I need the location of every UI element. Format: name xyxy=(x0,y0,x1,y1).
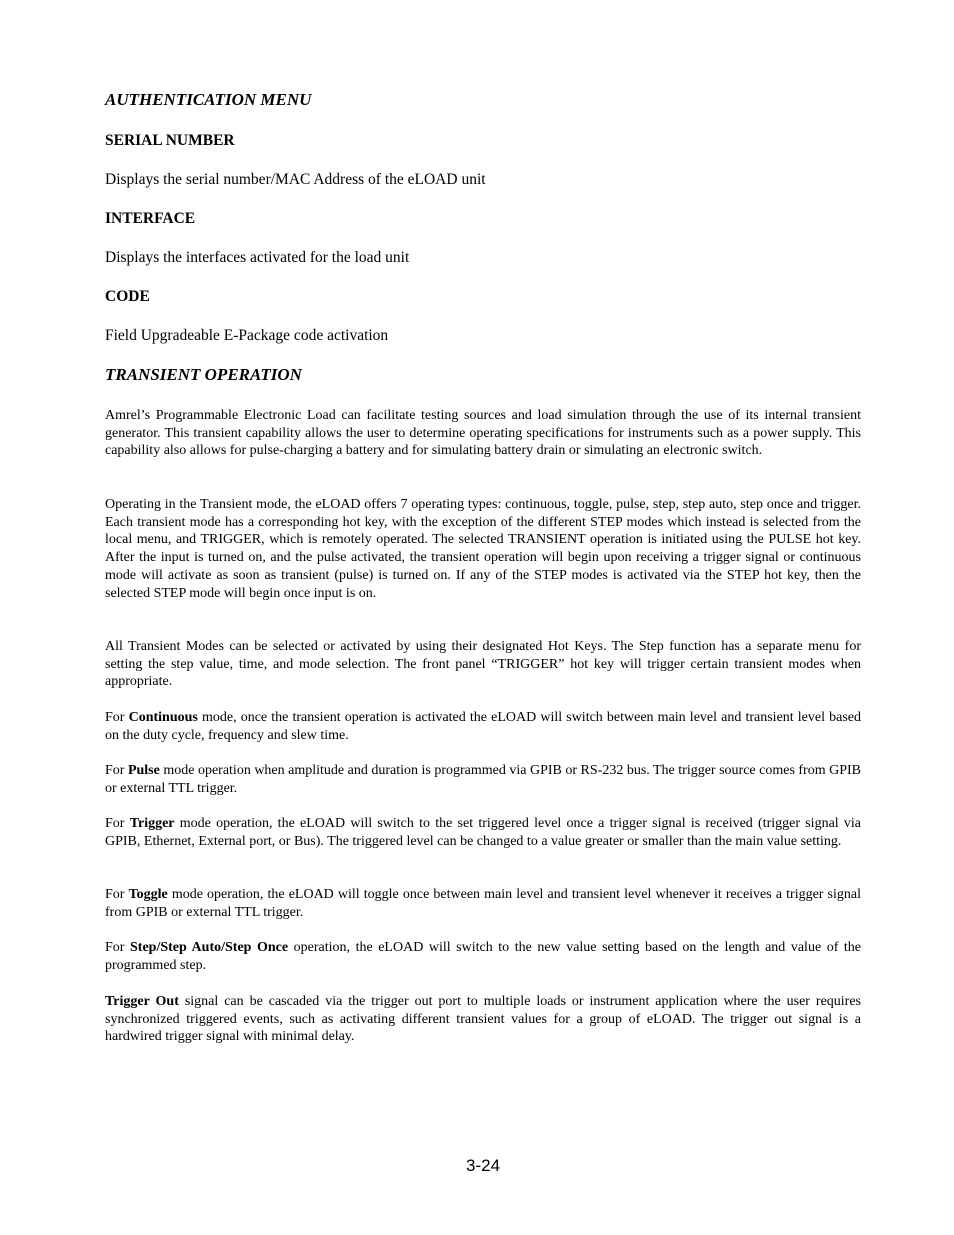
continuous-term: Continuous xyxy=(128,710,198,725)
trigger-prefix: For xyxy=(105,816,130,831)
section-title-authentication-menu: AUTHENTICATION MENU xyxy=(105,90,312,109)
pulse-description: mode operation when amplitude and duration is programmed via GPIB or RS-232 bus. The trigger source comes from GPIB or external TTL trigger. xyxy=(105,763,862,796)
step-prefix: For xyxy=(105,940,130,955)
heading-serial-number: SERIAL NUMBER xyxy=(105,132,235,149)
paragraph-toggle-mode xyxy=(105,886,861,921)
page-number: 3-24 xyxy=(466,1156,501,1175)
step-term: Step/Step Auto/Step Once xyxy=(130,940,289,955)
section-title-transient-operation: TRANSIENT OPERATION xyxy=(105,365,302,384)
paragraph-trigger-out xyxy=(105,993,861,1046)
continuous-prefix: For xyxy=(105,710,129,725)
serial-number-description: Displays the serial number/MAC Address of the eLOAD unit xyxy=(105,171,486,188)
step-description: operation, the eLOAD will switch to the new value setting based on the length and value of the programmed step. xyxy=(105,940,862,973)
continuous-description: mode, once the transient operation is activated the eLOAD will switch between main level and transient level based on the duty cycle, frequency and slew time. xyxy=(105,710,861,743)
toggle-description: mode operation, the eLOAD will toggle once between main level and transient level whenever it receives a trigger signal from GPIB or external TTL trigger. xyxy=(105,887,861,920)
trigger-description: mode operation, the eLOAD will switch to the set triggered level once a trigger signal is received (trigger signal via GPIB, Ethernet, External port, or Bus). The triggered level can be changed to a value greater or smaller than the main value setting. xyxy=(105,816,861,849)
paragraph-step-mode xyxy=(105,939,861,974)
pulse-prefix: For xyxy=(105,763,128,778)
paragraph-continuous-mode xyxy=(105,709,861,744)
trigger-out-term: Trigger Out xyxy=(105,994,179,1009)
trigger-out-description: signal can be cascaded via the trigger out port to multiple loads or instrument application where the user requires synchronized triggered events, such as activating different transient values for a group of eLOAD. The trigger out signal is a hardwired trigger signal with minimal delay. xyxy=(105,994,861,1045)
code-description: Field Upgradeable E-Package code activation xyxy=(105,327,389,344)
paragraph-pulse-mode xyxy=(105,762,861,797)
trigger-term: Trigger xyxy=(129,816,175,831)
paragraph-transient-modes: Operating in the Transient mode, the eLOAD offers 7 operating types: continuous, toggle, pulse, step, step auto, step once and trigger. Each transient mode has a corresponding hot key, with the exception of the different STEP modes which instead is selected from the local menu, and TRIGGER, which is remotely operated. The selected TRANSIENT operation is initiated using the PULSE hot key. After the input is turned on, and the pulse activated, the transient operation will begin upon receiving a trigger signal or continuous mode will activate as soon as transient (pulse) is turned on. If any of the STEP modes is activated via the STEP hot key, then the selected STEP mode will begin once input is on. xyxy=(105,497,861,601)
paragraph-transient-intro: Amrel’s Programmable Electronic Load can facilitate testing sources and load simulation through the use of its internal transient generator. This transient capability allows the user to determine operating specifications for instruments such as a power supply. This capability also allows for pulse-charging a battery and for simulating battery drain or simulating an electronic switch. xyxy=(105,408,861,459)
paragraph-hot-keys: All Transient Modes can be selected or activated by using their designated Hot Keys. The Step function has a separate menu for setting the step value, time, and mode selection. The front panel “TRIGGER” hot key will trigger certain transient modes when appropriate. xyxy=(105,639,861,690)
toggle-term: Toggle xyxy=(128,887,168,902)
paragraph-trigger-mode xyxy=(105,815,861,850)
pulse-term: Pulse xyxy=(127,763,160,778)
heading-code: CODE xyxy=(105,288,150,305)
heading-interface: INTERFACE xyxy=(105,210,196,227)
toggle-prefix: For xyxy=(105,887,129,902)
interface-description: Displays the interfaces activated for the load unit xyxy=(105,249,410,266)
